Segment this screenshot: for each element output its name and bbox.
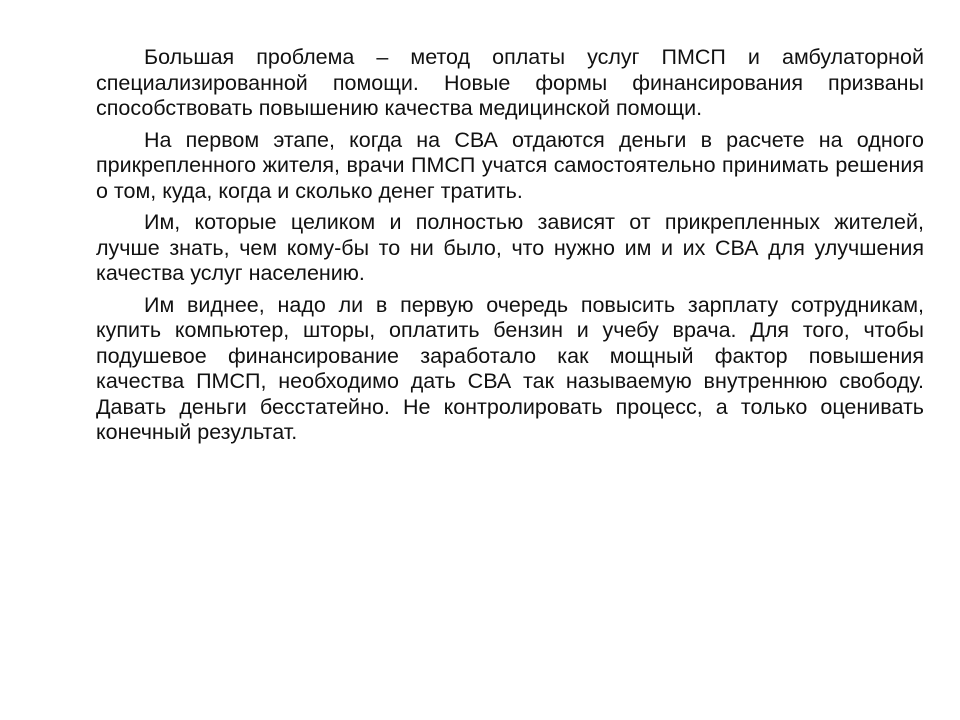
paragraph-3: Им, которые целиком и полностью зависят от прикрепленных жителей, лучше знать, чем кому-бы то ни было, что нужно им и их СВА для улучшения качества услуг населению. xyxy=(96,210,924,285)
paragraph-2: На первом этапе, когда на СВА отдаются деньги в расчете на одного прикрепленного жителя, врачи ПМСП учатся самостоятельно принимать решения о том, куда, когда и сколько денег тратить. xyxy=(96,127,924,203)
slide-text-block xyxy=(96,45,924,452)
paragraph-4: Им виднее, надо ли в первую очередь повысить зарплату сотрудникам, купить компьютер, шторы, оплатить бензин и учебу врача. Для того, чтобы подушевое финансирование заработало как мощный фактор повышения качества ПМСП, необходимо дать СВА так называемую внутреннюю свободу. Давать деньги бесстатейно. Не контролировать процесс, а только оценивать конечный результат. xyxy=(96,292,924,444)
paragraph-1: Большая проблема – метод оплаты услуг ПМСП и амбулаторной специализированной помощи. Новые формы финансирования призваны способствовать повышению качества медицинской помощи. xyxy=(96,45,924,120)
